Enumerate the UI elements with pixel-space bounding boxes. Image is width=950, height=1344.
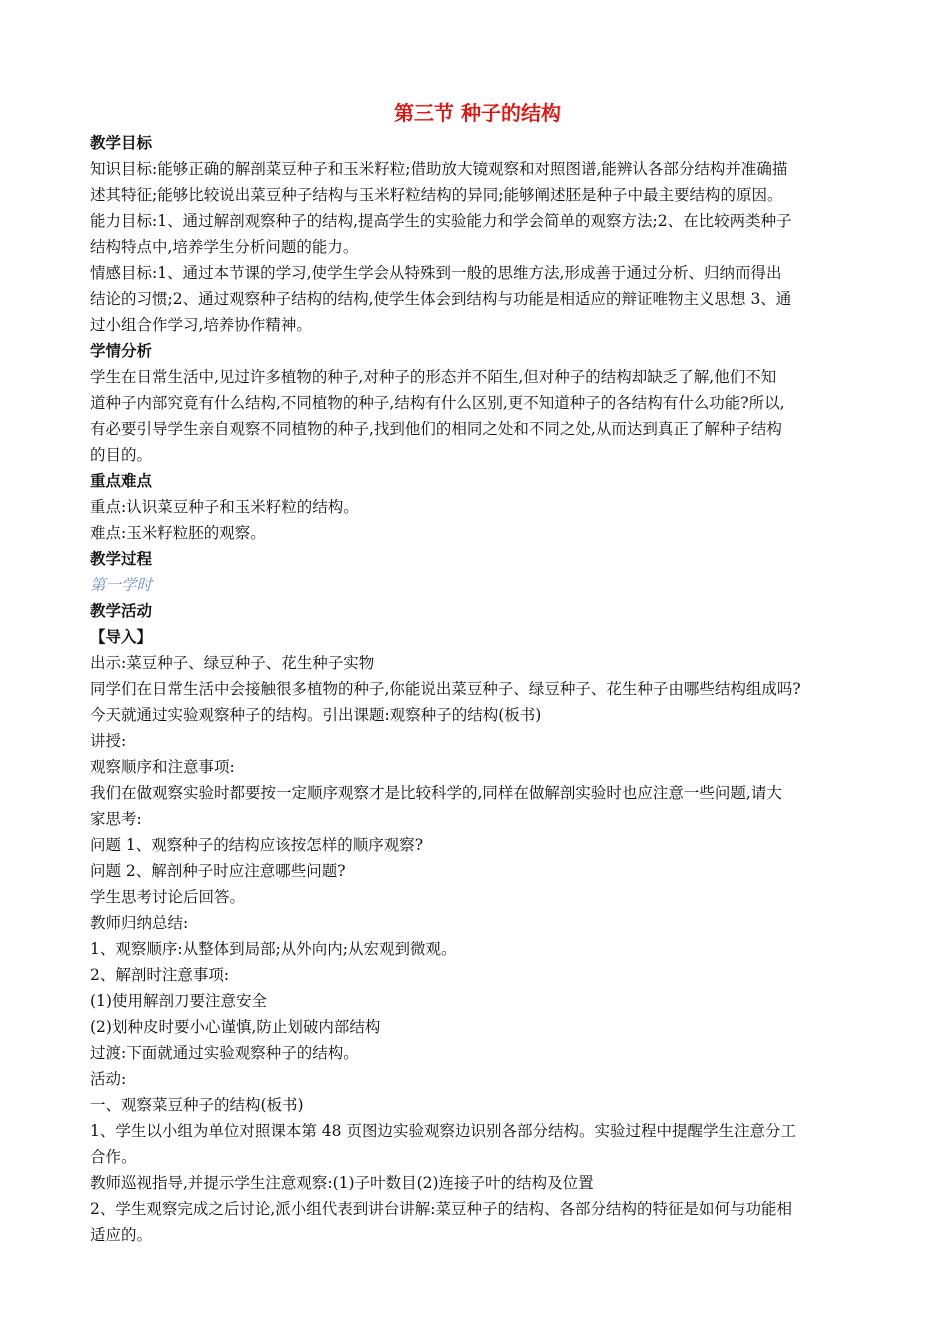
document-page [90, 96, 865, 1248]
paragraph [90, 494, 865, 520]
text-line: 问题 1、观察种子的结构应该按怎样的顺序观察? [90, 836, 424, 854]
text-line: 难点:玉米籽粒胚的观察。 [90, 524, 266, 542]
text-line: 述其特征;能够比较说出菜豆种子结构与玉米籽粒结构的异同;能够阐述胚是种子中最主要结构的原因。 [90, 186, 783, 204]
section-heading: 教学过程 [90, 550, 153, 568]
paragraph [90, 728, 865, 754]
text-line: 有必要引导学生亲自观察不同植物的种子,找到他们的相同之处和不同之处,从而达到真正了解种子结构 [90, 420, 782, 438]
paragraph [90, 988, 865, 1014]
paragraph [90, 364, 865, 468]
paragraph [90, 650, 865, 676]
text-line: 教师巡视指导,并提示学生注意观察:(1)子叶数目(2)连接子叶的结构及位置 [90, 1174, 594, 1192]
section-heading: 重点难点 [90, 472, 153, 490]
paragraph [90, 832, 865, 858]
text-line: 结构特点中,培养学生分析问题的能力。 [90, 238, 359, 256]
text-line: 一、观察菜豆种子的结构(板书) [90, 1096, 304, 1114]
paragraph [90, 962, 865, 988]
text-line: 我们在做观察实验时都要按一定顺序观察才是比较科学的,同样在做解剖实验时也应注意一些问题,请大 [90, 784, 782, 802]
section-heading: 教学目标 [90, 134, 153, 152]
paragraph [90, 910, 865, 936]
paragraph [90, 754, 865, 780]
text-line: (1)使用解剖刀要注意安全 [90, 992, 267, 1010]
paragraph [90, 780, 865, 832]
paragraph [90, 702, 865, 728]
text-line: 情感目标:1、通过本节课的学习,使学生学会从特殊到一般的思维方法,形成善于通过分析、归纳而得出 [90, 264, 782, 282]
paragraph [90, 156, 865, 208]
text-line: 2、解剖时注意事项: [90, 966, 230, 984]
paragraph [90, 884, 865, 910]
text-line: 教师归纳总结: [90, 914, 189, 932]
text-line: 活动: [90, 1070, 127, 1088]
section-heading: 教学活动 [90, 602, 153, 620]
text-line: 的目的。 [90, 446, 153, 464]
text-line: 合作。 [90, 1148, 137, 1166]
text-line: 过渡:下面就通过实验观察种子的结构。 [90, 1044, 359, 1062]
paragraph [90, 858, 865, 884]
text-line: 道种子内部究竟有什么结构,不同植物的种子,结构有什么区别,更不知道种子的各结构有什么功能?所以, [90, 394, 785, 412]
text-line: 1、观察顺序:从整体到局部;从外向内;从宏观到微观。 [90, 940, 457, 958]
lesson-period-label: 第一学时 [90, 576, 153, 594]
document-body [90, 130, 865, 1248]
text-line: 适应的。 [90, 1226, 153, 1244]
text-line: 能力目标:1、通过解剖观察种子的结构,提高学生的实验能力和学会简单的观察方法;2、在比较两类种子 [90, 212, 792, 230]
section-heading: 【导入】 [90, 628, 153, 646]
paragraph [90, 936, 865, 962]
text-line: 出示:菜豆种子、绿豆种子、花生种子实物 [90, 654, 375, 672]
text-line: 同学们在日常生活中会接触很多植物的种子,你能说出菜豆种子、绿豆种子、花生种子由哪些结构组成吗? [90, 680, 801, 698]
paragraph [90, 1066, 865, 1092]
text-line: 结论的习惯;2、通过观察种子结构的结构,使学生体会到结构与功能是相适应的辩证唯物主义思想 3、通 [90, 290, 792, 308]
paragraph [90, 1040, 865, 1066]
document-title: 第三节 种子的结构 [394, 101, 561, 125]
paragraph [90, 676, 865, 702]
section-heading: 学情分析 [90, 342, 153, 360]
paragraph [90, 1196, 865, 1248]
text-line: 知识目标:能够正确的解剖菜豆种子和玉米籽粒;借助放大镜观察和对照图谱,能辨认各部分结构并准确描 [90, 160, 788, 178]
paragraph [90, 1170, 865, 1196]
text-line: 过小组合作学习,培养协作精神。 [90, 316, 312, 334]
paragraph [90, 1014, 865, 1040]
text-line: 讲授: [90, 732, 127, 750]
text-line: 2、学生观察完成之后讨论,派小组代表到讲台讲解:菜豆种子的结构、各部分结构的特征是如何与功能相 [90, 1200, 793, 1218]
text-line: 学生在日常生活中,见过许多植物的种子,对种子的形态并不陌生,但对种子的结构却缺乏了解,他们不知 [90, 368, 777, 386]
text-line: 今天就通过实验观察种子的结构。引出课题:观察种子的结构(板书) [90, 706, 542, 724]
paragraph [90, 520, 865, 546]
text-line: 问题 2、解剖种子时应注意哪些问题? [90, 862, 346, 880]
text-line: 1、学生以小组为单位对照课本第 48 页图边实验观察边识别各部分结构。实验过程中提醒学生注意分工 [90, 1122, 796, 1140]
paragraph [90, 260, 865, 338]
text-line: 家思考: [90, 810, 142, 828]
text-line: 观察顺序和注意事项: [90, 758, 235, 776]
paragraph [90, 208, 865, 260]
text-line: 重点:认识菜豆种子和玉米籽粒的结构。 [90, 498, 359, 516]
paragraph [90, 1118, 865, 1170]
text-line: (2)划种皮时要小心谨慎,防止划破内部结构 [90, 1018, 381, 1036]
paragraph [90, 1092, 865, 1118]
text-line: 学生思考讨论后回答。 [90, 888, 246, 906]
